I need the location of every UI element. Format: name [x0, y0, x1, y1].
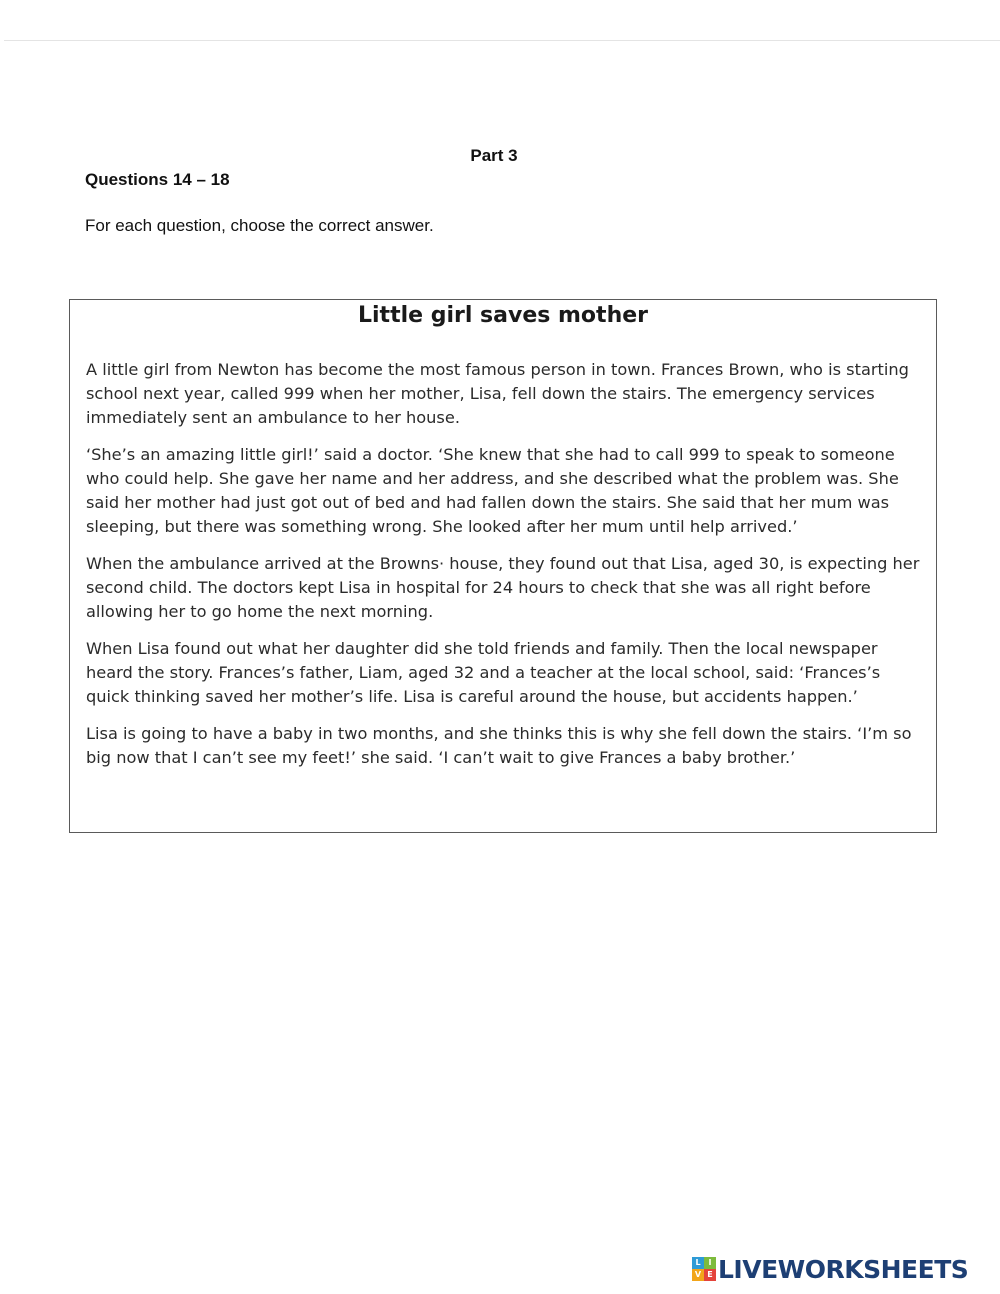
article-paragraph-2: ‘She’s an amazing little girl!’ said a doctor. ‘She knew that she had to call 999 to speak to someone who could help. She gave her name and her address, and she described what the problem was. She said her mother had just got out of bed and had fallen down the stairs. She said that her mum was sleeping, but there was something wrong. She looked after her mum until help arrived.’ — [86, 445, 899, 536]
top-divider — [4, 40, 1000, 41]
article-paragraph-4: When Lisa found out what her daughter did she told friends and family. Then the local newspaper heard the story. Frances’s father, Liam, aged 32 and a teacher at the local school, said: ‘Frances’s quick thinking saved her mother’s life. Lisa is careful around the house, but accidents happen.’ — [86, 639, 881, 706]
logo-mark-cell: E — [704, 1269, 716, 1281]
article-paragraph-3: When the ambulance arrived at the Browns· house, they found out that Lisa, aged 30, is expecting her second child. The doctors kept Lisa in hospital for 24 hours to check that she was all right before allowing her to go home the next morning. — [86, 554, 920, 621]
article-body — [86, 358, 922, 783]
article-paragraph-1: A little girl from Newton has become the most famous person in town. Frances Brown, who is starting school next year, called 999 when her mother, Lisa, fell down the stairs. The emergency services immediately sent an ambulance to her house. — [86, 360, 909, 427]
logo-mark-icon — [692, 1257, 716, 1281]
questions-heading: Questions 14 – 18 — [85, 170, 230, 189]
logo-mark-cell: I — [704, 1257, 716, 1269]
logo-text: LIVEWORKSHEETS — [718, 1254, 969, 1284]
article-title: Little girl saves mother — [358, 303, 648, 328]
article-box — [69, 299, 937, 833]
liveworksheets-logo — [692, 1253, 968, 1285]
logo-mark-cell: V — [692, 1269, 704, 1281]
logo-mark-cell: L — [692, 1257, 704, 1269]
instructions-text: For each question, choose the correct answer. — [85, 216, 434, 235]
part-title: Part 3 — [470, 146, 518, 165]
article-paragraph-5: Lisa is going to have a baby in two months, and she thinks this is why she fell down the stairs. ‘I’m so big now that I can’t see my feet!’ she said. ‘I can’t wait to give Frances a baby brother.’ — [86, 724, 912, 767]
